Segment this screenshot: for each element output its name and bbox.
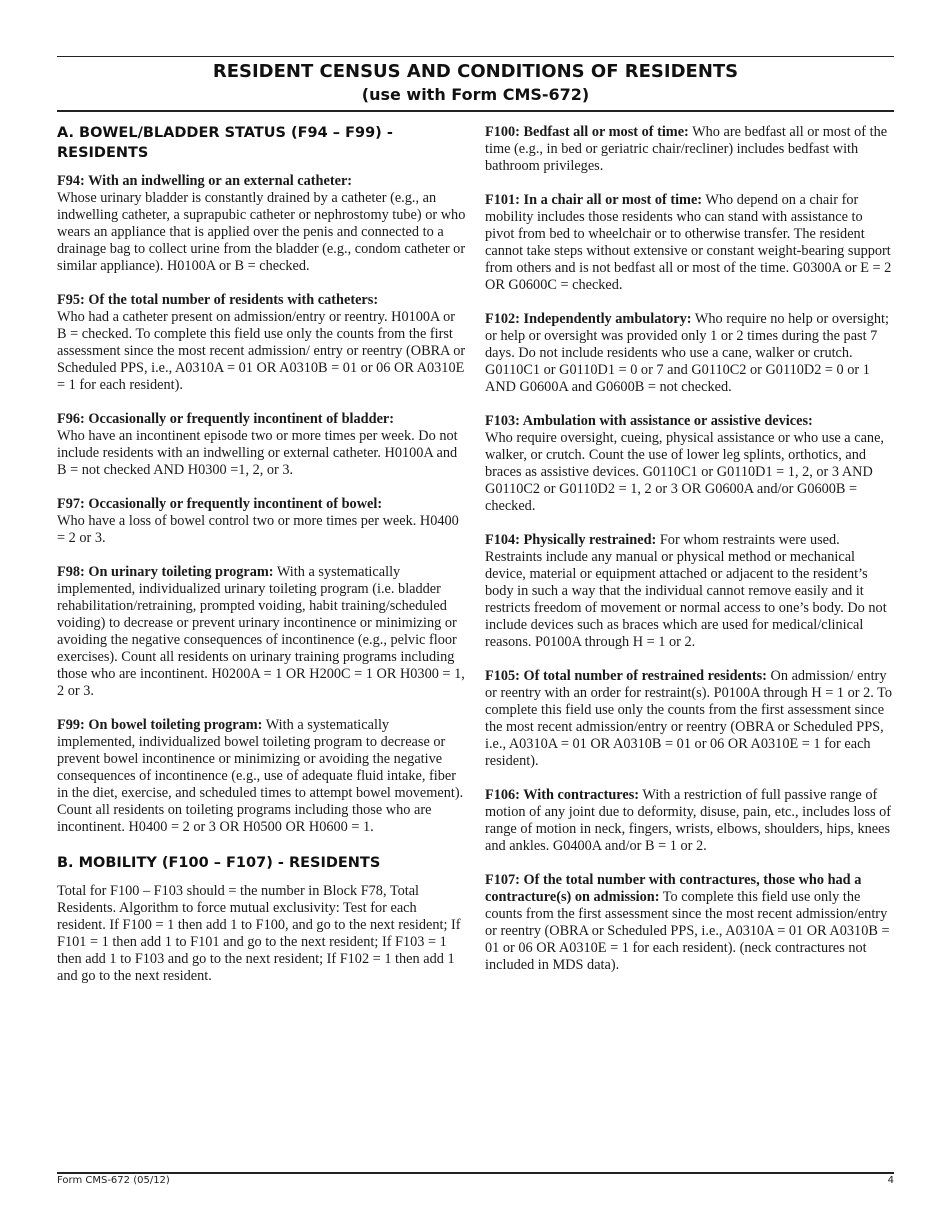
entry-text: Who had a catheter present on admission/entry or reentry. H0100A or B = checked. To complete this field use only the counts from the first assessment since the most recent admission/ entry or reentry (OBRA or Scheduled PPS, i.e., A0310A = 01 OR A0310B = 01 or 06 OR A0310E = 1 for each resident).: [57, 309, 466, 393]
entry-label: F99: On bowel toileting program:: [57, 717, 263, 733]
entry-text: Whose urinary bladder is constantly drained by a catheter (e.g., an indwelling catheter, a suprapubic catheter or nephrostomy tube) or who wears an appliance that is applied over the penis and connected to a drainage bag to collect urine from the bladder (e.g., condom catheter or similar appliance). H0100A or B = checked.: [57, 190, 466, 274]
entry-text: Who require oversight, cueing, physical assistance or who use a cane, walker, or crutch. Count the use of lower leg splints, orthotics, and braces as assistive devices. G0110C1 or G0110D1 = 1, 2, or 3 AND G0110C2 or G0110D2 = 1, 2 or 3 OR G0600A and/or G0600B = checked.: [485, 430, 884, 514]
entry-f101: [485, 192, 894, 294]
header: [57, 60, 894, 106]
footer-rule: [57, 1172, 894, 1174]
entry-text: With a systematically implemented, individualized urinary toileting program (i.e. bladder rehabilitation/retraining, prompted voiding, habit training/scheduled voiding) to decrease or prevent urinary incontinence or minimizing or avoiding the negative consequences of incontinence (e.g., pelvic floor exercises). Count all residents on urinary training programs including those who are incontinent. H0200A = 1 OR H200C = 1 OR H0300 = 1, 2 or 3.: [57, 564, 465, 699]
entry-text: For whom restraints were used. Restraints include any manual or physical method or mechanical device, material or equipment attached or adjacent to the resident’s body in such a way that the individual cannot remove easily and it restricts freedom of movement or normal access to one’s body. Do not include devices such as braces which are used for medical/clinical reasons. P0100A through H = 1 or 2.: [485, 532, 887, 650]
entry-text: With a systematically implemented, individualized bowel toileting program to decrease or prevent bowel incontinence or minimizing or avoiding the negative consequences of incontinence (e.g., use of adequate fluid intake, fiber in the diet, exercise, and scheduled times to attempt bowel movement). Count all residents on toileting programs including those who are incontinent. H0400 = 2 or 3 OR H0500 OR H0600 = 1.: [57, 717, 464, 835]
entry-label: F106: With contractures:: [485, 787, 640, 803]
entry-f106: [485, 787, 894, 855]
page-title: RESIDENT CENSUS AND CONDITIONS OF RESIDENTS: [212, 61, 739, 82]
section-b-intro: Total for F100 – F103 should = the number in Block F78, Total Residents. Algorithm to force mutual exclusivity: Test for each resident. If F100 = 1 then add 1 to F100, and go to the next resident; If F101 = 1 then add 1 to F101 and go to the next resident; If F103 = 1 then add 1 to F103 and go to the next resident; If F102 = 1 then add 1 and go to the next resident.: [57, 883, 461, 984]
entry-text: Who have a loss of bowel control two or more times per week. H0400 = 2 or 3.: [57, 513, 459, 546]
entry-label: F103: Ambulation with assistance or assistive devices:: [485, 413, 813, 429]
section-b-heading: B. MOBILITY (F100 – F107) - RESIDENTS: [57, 855, 381, 871]
entry-f99: [57, 717, 467, 836]
entry-text: To complete this field use only the counts from the first assessment since the most recent admission/entry or reentry (OBRA or Scheduled PPS, i.e., A0310A = 01 OR A0310B = 01 or 06 OR A0310E = 1 for each resident). (neck contractures not included in MDS data).: [485, 889, 890, 973]
entry-f100: [485, 124, 894, 175]
left-column: [57, 123, 467, 1002]
entry-text: Who have an incontinent episode two or more times per week. Do not include residents with an indwelling or external catheter. H0100A and B = not checked AND H0300 =1, 2, or 3.: [57, 428, 458, 478]
entry-label: F98: On urinary toileting program:: [57, 564, 274, 580]
entry-label: F100: Bedfast all or most of time:: [485, 124, 689, 140]
entry-f95: [57, 292, 467, 394]
top-rule: [57, 56, 894, 57]
entry-text: Who require no help or oversight; or help or oversight was provided only 1 or 2 times during the past 7 days. Do not include residents who use a cane, walker or crutch. G0110C1 or G0110D1 = 0 or 7 and G0110C2 or G0110D2 = 0 or 1 AND G0600A and G0600B = not checked.: [485, 311, 890, 395]
page-subtitle: (use with Form CMS-672): [361, 85, 590, 104]
entry-label: F107: Of the total number with contractures, those who had a contracture(s) on admission:: [485, 872, 862, 905]
entry-f104: [485, 532, 894, 651]
entry-text: With a restriction of full passive range of motion of any joint due to deformity, disuse, pain, etc., includes loss of range of motion in neck, fingers, wrists, elbows, shoulders, hips, knees and ankles. G0400A and/or B = 1 or 2.: [485, 787, 892, 854]
entry-text: Who depend on a chair for mobility includes those residents who can stand with assistance to pivot from bed to wheelchair or to otherwise transfer. The resident cannot take steps without extensive or constant weight-bearing support from others and is not bedfast all or most of the time. G0300A or E = 2 OR G0600C = checked.: [485, 192, 892, 293]
title-underline: [57, 110, 894, 112]
entry-f103: [485, 413, 894, 515]
entry-label: F97: Occasionally or frequently incontinent of bowel:: [57, 496, 383, 512]
right-column: [485, 124, 894, 991]
entry-label: F96: Occasionally or frequently incontinent of bladder:: [57, 411, 395, 427]
section-a-heading: A. BOWEL/BLADDER STATUS (F94 – F99) - RESIDENTS: [57, 125, 393, 161]
page-number: 4: [887, 1175, 894, 1186]
entry-label: F94: With an indwelling or an external catheter:: [57, 173, 353, 189]
entry-label: F102: Independently ambulatory:: [485, 311, 692, 327]
form-id: Form CMS-672 (05/12): [57, 1175, 170, 1186]
entry-text: Who are bedfast all or most of the time (e.g., in bed or geriatric chair/recliner) includes bedfast with bathroom privileges.: [485, 124, 888, 174]
entry-label: F101: In a chair all or most of time:: [485, 192, 703, 208]
entry-f97: [57, 496, 467, 547]
entry-f98: [57, 564, 467, 700]
entry-label: F95: Of the total number of residents with catheters:: [57, 292, 379, 308]
entry-f105: [485, 668, 894, 770]
entry-text: On admission/ entry or reentry with an order for restraint(s). P0100A through H = 1 or 2. To complete this field use only the counts from the first assessment since the most recent admission/entry or reentry (OBRA or Scheduled PPS, i.e., A0310A = 01 OR A0310B = 01 or 06 OR A0310E = 1 for each resident).: [485, 668, 893, 769]
entry-label: F104: Physically restrained:: [485, 532, 657, 548]
entry-f96: [57, 411, 467, 479]
entry-f102: [485, 311, 894, 396]
entry-f94: [57, 173, 467, 275]
entry-label: F105: Of total number of restrained residents:: [485, 668, 767, 684]
entry-f107: [485, 872, 894, 974]
